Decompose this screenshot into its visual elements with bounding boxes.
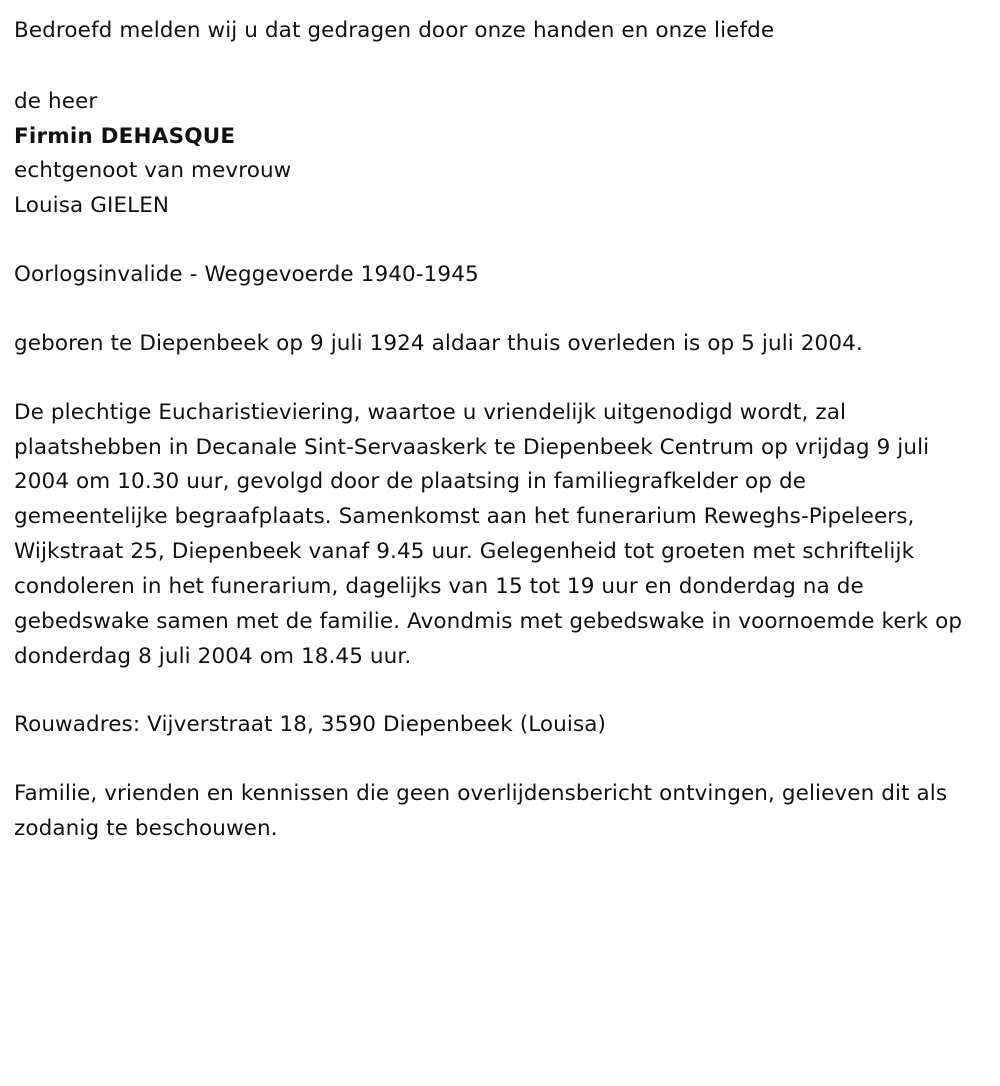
spacer [14, 224, 966, 258]
spacer [14, 362, 966, 396]
service-details-paragraph: De plechtige Eucharistieviering, waartoe u vriendelijk uitgenodigd wordt, zal plaatshebben in Decanale Sint-Servaaskerk te Diepenbeek Centrum op vrijdag 9 juli 2004 om 10.30 uur, gevolgd door de plaatsing in familiegrafkelder op de gemeentelijke begraafplaats. Samenkomst aan het funerarium Reweghs-Pipeleers, Wijkstraat 25, Diepenbeek vanaf 9.45 uur. Gelegenheid tot groeten met schriftelijk condoleren in het funerarium, dagelijks van 15 tot 19 uur en donderdag na de gebedswake samen met de familie. Avondmis met gebedswake in voornoemde kerk op donderdag 8 juli 2004 om 18.45 uur. [14, 399, 963, 669]
intro-paragraph: Bedroefd melden wij u dat gedragen door onze handen en onze liefde [14, 18, 775, 43]
mourning-address-paragraph: Rouwadres: Vijverstraat 18, 3590 Diepenbeek (Louisa) [14, 712, 607, 738]
salutation-line: de heer [14, 88, 98, 114]
spacer [14, 293, 966, 327]
honorific-line: Oorlogsinvalide - Weggevoerde 1940-1945 [14, 262, 479, 288]
deceased-name: Firmin DEHASQUE [14, 123, 236, 149]
spacer [14, 743, 966, 777]
birth-death-paragraph: geboren te Diepenbeek op 9 juli 1924 aldaar thuis overleden is op 5 juli 2004. [14, 330, 863, 356]
closing-paragraph: Familie, vrienden en kennissen die geen overlijdensbericht ontvingen, gelieven dit als zodanig te beschouwen. [14, 781, 948, 842]
spacer [14, 674, 966, 708]
spouse-name: Louisa GIELEN [14, 193, 170, 219]
spacer [14, 49, 966, 85]
spouse-relation-line: echtgenoot van mevrouw [14, 158, 292, 184]
